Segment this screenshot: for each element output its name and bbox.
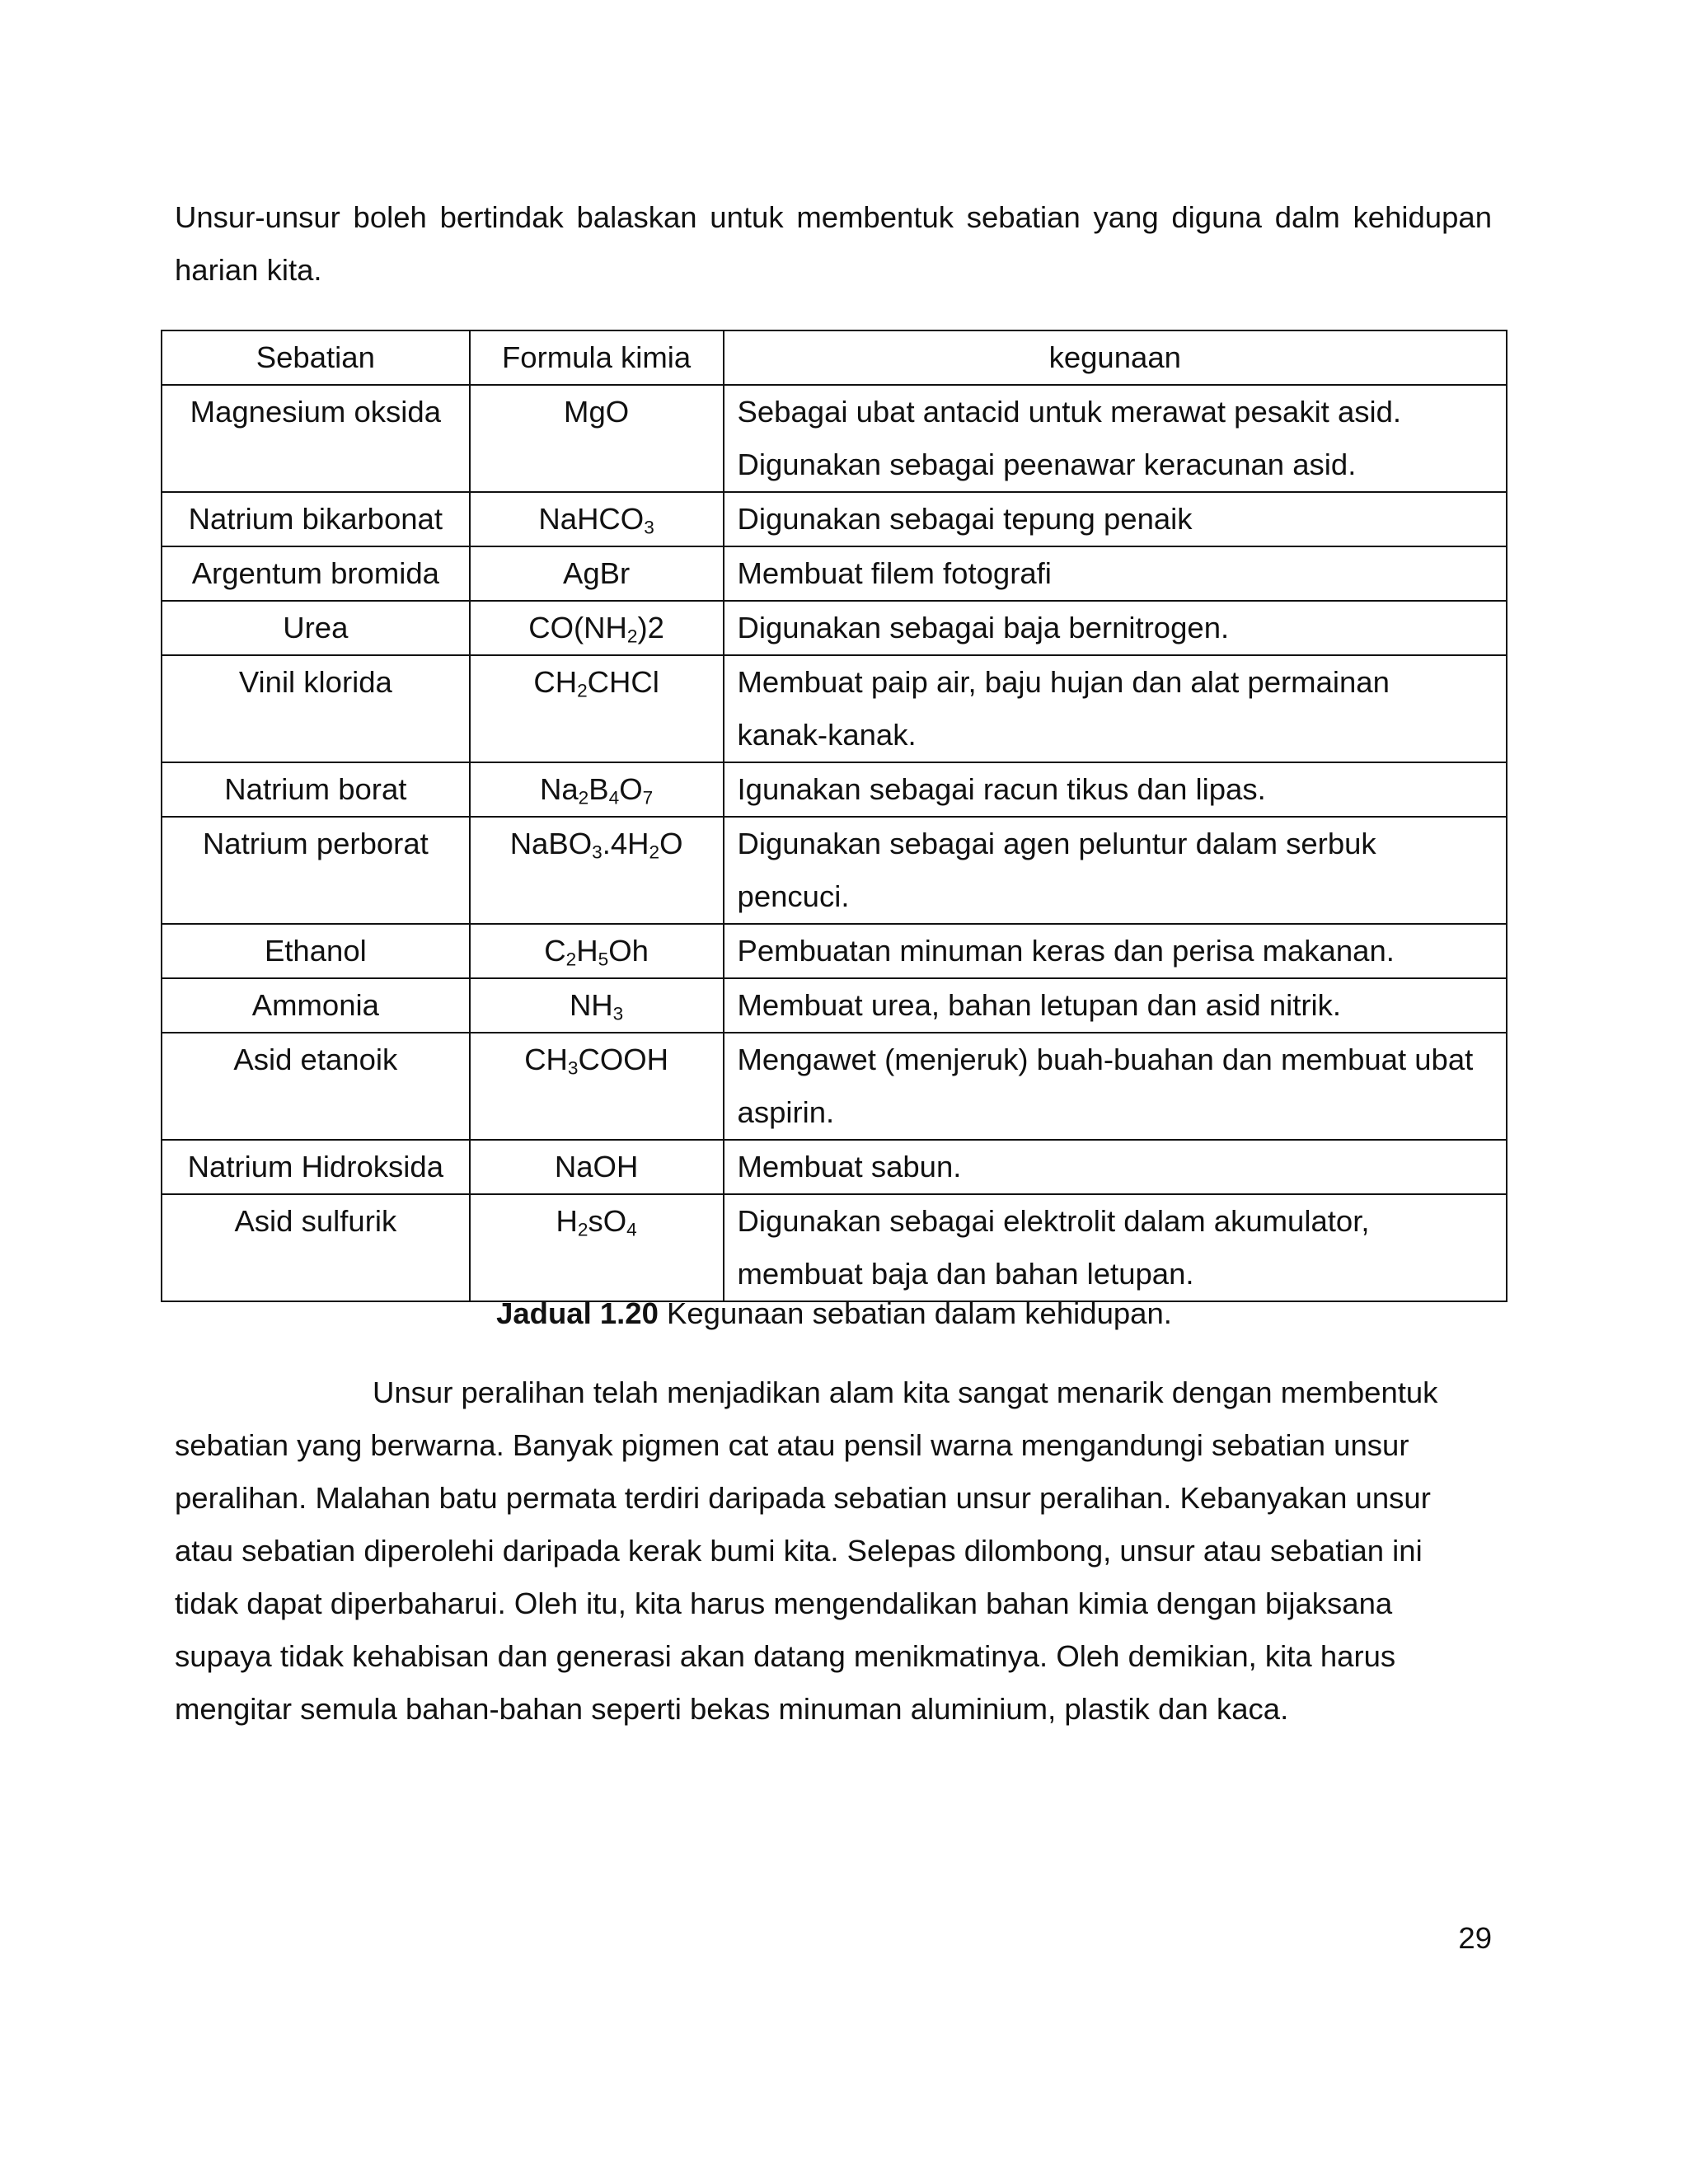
- table-row: [162, 385, 1507, 492]
- compound-uses: [724, 1140, 1507, 1194]
- compound-uses: [724, 385, 1507, 492]
- paragraph-line: mengitar semula bahan-bahan seperti bekas minuman aluminium, plastik dan kaca.: [175, 1692, 1289, 1726]
- formula-part: MgO: [564, 395, 630, 429]
- formula-subscript: 4: [626, 1219, 637, 1240]
- intro-paragraph: Unsur-unsur boleh bertindak balaskan untuk membentuk sebatian yang diguna dalm kehidupan harian kita.: [175, 200, 1492, 287]
- use-line: kanak-kanak.: [737, 718, 917, 752]
- use-line: membuat baja dan bahan letupan.: [737, 1257, 1194, 1291]
- formula-part: NaOH: [554, 1150, 639, 1183]
- compound-uses: [724, 546, 1507, 601]
- chemical-formula: [470, 978, 724, 1033]
- table-row: [162, 1033, 1507, 1140]
- formula-part: H: [556, 1204, 578, 1238]
- chemical-formula: [470, 1194, 724, 1301]
- formula-subscript: 3: [644, 517, 654, 538]
- use-line: Pembuatan minuman keras dan perisa makanan.: [737, 934, 1395, 968]
- formula-part: NaHCO: [538, 502, 645, 536]
- compound-uses: [724, 492, 1507, 546]
- paragraph-line-text: Unsur peralihan telah menjadikan alam kita sangat menarik dengan membentuk: [373, 1376, 1438, 1409]
- chemical-formula: [470, 546, 724, 601]
- chemical-formula: [470, 655, 724, 762]
- caption-label: Jadual 1.20: [496, 1296, 659, 1330]
- formula-part: sO: [588, 1204, 627, 1238]
- paragraph-line: [175, 1366, 1492, 1419]
- use-line: pencuci.: [737, 879, 850, 913]
- compound-uses: [724, 924, 1507, 978]
- formula-subscript: 2: [577, 1219, 588, 1240]
- caption-text: Kegunaan sebatian dalam kehidupan.: [658, 1296, 1172, 1330]
- compound-name: Natrium borat: [162, 762, 470, 817]
- use-line: Mengawet (menjeruk) buah-buahan dan membuat ubat: [737, 1043, 1474, 1076]
- formula-part: AgBr: [563, 556, 631, 590]
- compound-uses: [724, 1033, 1507, 1140]
- chemical-formula: [470, 385, 724, 492]
- formula-part: C: [544, 934, 566, 968]
- paragraph-line: atau sebatian diperolehi daripada kerak bumi kita. Selepas dilombong, unsur atau sebatian ini: [175, 1534, 1423, 1568]
- compound-name: Ammonia: [162, 978, 470, 1033]
- use-line: Digunakan sebagai elektrolit dalam akumulator,: [737, 1204, 1370, 1238]
- formula-part: .4H: [602, 827, 649, 860]
- formula-subscript: 3: [567, 1057, 579, 1079]
- chemical-formula: [470, 492, 724, 546]
- use-line: Membuat urea, bahan letupan dan asid nitrik.: [737, 988, 1342, 1022]
- paragraph-line: sebatian yang berwarna. Banyak pigmen cat atau pensil warna mengandungi sebatian unsur: [175, 1428, 1409, 1462]
- compound-name: Natrium Hidroksida: [162, 1140, 470, 1194]
- formula-part: Oh: [608, 934, 649, 968]
- compound-uses: [724, 762, 1507, 817]
- table-row: [162, 492, 1507, 546]
- compound-name: Urea: [162, 601, 470, 655]
- compound-name: Asid etanoik: [162, 1033, 470, 1140]
- chemical-formula: [470, 601, 724, 655]
- compound-name: Vinil klorida: [162, 655, 470, 762]
- header-formula: Formula kimia: [470, 330, 724, 385]
- compound-name: Magnesium oksida: [162, 385, 470, 492]
- compound-uses: [724, 601, 1507, 655]
- formula-part: CO(NH: [528, 611, 627, 644]
- formula-subscript: 3: [592, 841, 603, 863]
- compound-uses: [724, 978, 1507, 1033]
- chemical-formula: [470, 924, 724, 978]
- table-row: [162, 978, 1507, 1033]
- formula-subscript: 2: [565, 949, 577, 970]
- formula-part: COOH: [578, 1043, 668, 1076]
- formula-subscript: 5: [598, 949, 609, 970]
- table-row: [162, 1140, 1507, 1194]
- use-line: Membuat sabun.: [737, 1150, 962, 1183]
- formula-subscript: 3: [612, 1003, 624, 1024]
- compound-uses: [724, 655, 1507, 762]
- paragraph-line: supaya tidak kehabisan dan generasi akan datang menikmatinya. Oleh demikian, kita harus: [175, 1639, 1396, 1673]
- table-row: [162, 762, 1507, 817]
- compound-uses-table: [161, 330, 1507, 1302]
- formula-subscript: 7: [642, 787, 654, 808]
- formula-subscript: 2: [577, 680, 588, 701]
- compound-uses: [724, 817, 1507, 924]
- formula-part: CH: [524, 1043, 568, 1076]
- use-line: Digunakan sebagai tepung penaik: [737, 502, 1193, 536]
- formula-part: O: [619, 772, 643, 806]
- compound-uses: [724, 1194, 1507, 1301]
- table-body: [162, 385, 1507, 1301]
- table-row: [162, 655, 1507, 762]
- formula-part: NaBO: [509, 827, 593, 860]
- table-row: [162, 924, 1507, 978]
- compound-name: Natrium bikarbonat: [162, 492, 470, 546]
- body-paragraph: [175, 1366, 1492, 1736]
- formula-part: )2: [637, 611, 664, 644]
- page-number: 29: [1458, 1921, 1492, 1955]
- table-row: [162, 601, 1507, 655]
- formula-part: NH: [569, 988, 613, 1022]
- use-line: Sebagai ubat antacid untuk merawat pesakit asid.: [737, 395, 1402, 429]
- use-line: Membuat filem fotografi: [737, 556, 1052, 590]
- formula-part: CHCl: [587, 665, 659, 699]
- paragraph-line: peralihan. Malahan batu permata terdiri daripada sebatian unsur peralihan. Kebanyakan unsur: [175, 1481, 1431, 1515]
- header-uses: kegunaan: [724, 330, 1507, 385]
- formula-subscript: 2: [649, 841, 660, 863]
- compound-name: Ethanol: [162, 924, 470, 978]
- use-line: Membuat paip air, baju hujan dan alat permainan: [737, 665, 1390, 699]
- table-row: [162, 1194, 1507, 1301]
- formula-part: B: [588, 772, 609, 806]
- formula-part: H: [576, 934, 598, 968]
- compound-name: Argentum bromida: [162, 546, 470, 601]
- chemical-formula: [470, 817, 724, 924]
- table-header-row: [162, 330, 1507, 385]
- table-row: [162, 546, 1507, 601]
- formula-part: Na: [539, 772, 579, 806]
- table-caption: [161, 1287, 1507, 1340]
- compound-name: Asid sulfurik: [162, 1194, 470, 1301]
- formula-subscript: 2: [578, 787, 589, 808]
- formula-part: O: [659, 827, 683, 860]
- use-line: Igunakan sebagai racun tikus dan lipas.: [737, 772, 1266, 806]
- chemical-formula: [470, 1140, 724, 1194]
- compound-name: Natrium perborat: [162, 817, 470, 924]
- table-row: [162, 817, 1507, 924]
- formula-part: CH: [533, 665, 578, 699]
- use-line: Digunakan sebagai peenawar keracunan asid.: [737, 448, 1357, 481]
- formula-subscript: 2: [626, 626, 638, 647]
- use-line: Digunakan sebagai baja bernitrogen.: [737, 611, 1230, 644]
- formula-subscript: 4: [608, 787, 620, 808]
- use-line: aspirin.: [737, 1095, 835, 1129]
- chemical-formula: [470, 1033, 724, 1140]
- paragraph-line: tidak dapat diperbaharui. Oleh itu, kita harus mengendalikan bahan kimia dengan bijaksana: [175, 1586, 1393, 1620]
- chemical-formula: [470, 762, 724, 817]
- use-line: Digunakan sebagai agen peluntur dalam serbuk: [737, 827, 1376, 860]
- header-compound: Sebatian: [162, 330, 470, 385]
